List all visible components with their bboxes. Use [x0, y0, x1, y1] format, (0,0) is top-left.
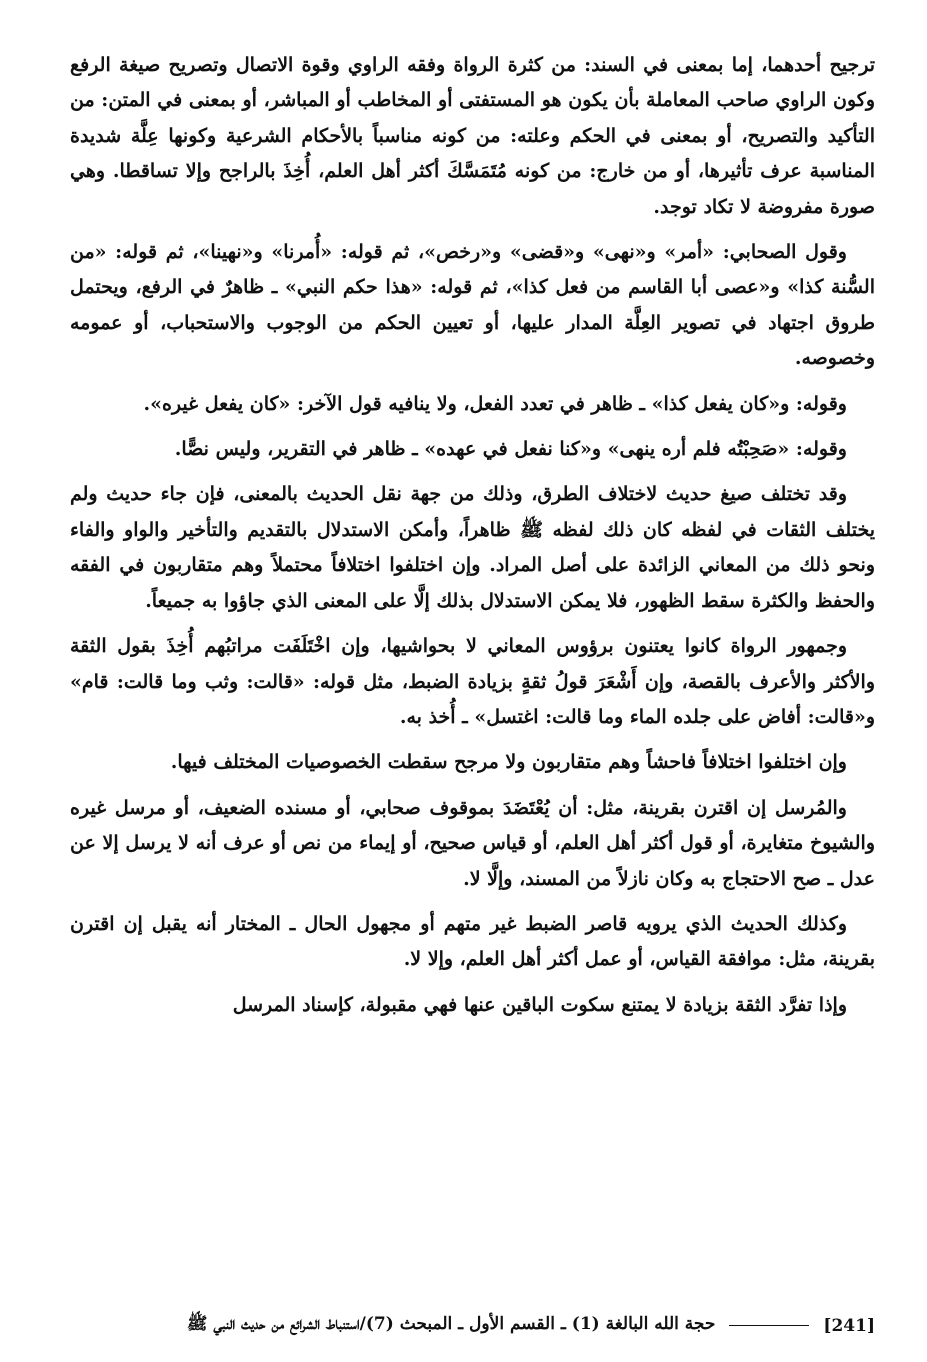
paragraph-tafarrud-thiqa: وإذا تفرَّد الثقة بزيادة لا يمتنع سكوت الباقين عنها فهي مقبولة، كإسناد المرسل: [232, 993, 847, 1016]
paragraph-mursal: والمُرسل إن اقترن بقرينة، مثل: أن يُعْتَضَدَ بموقوف صحابي، أو مسنده الضعيف، أو مرسل غيره والشيوخ متغايرة، أو قول أكثر أهل العلم، أو قياس صحيح، أو إيماء من نص أو عرف أنه لا يرسل إلا عن عدل ـ صح الاحتجاج به وكان نازلاً من المسند، وإلَّا لا.: [70, 796, 875, 890]
page-body: [70, 48, 875, 1348]
footer-rule: [729, 1325, 809, 1326]
paragraph-jumhur-ruwat: وجمهور الرواة كانوا يعتنون برؤوس المعاني لا بحواشيها، وإن اخْتَلَفَت مراتبُهم أُخِذَ بقول الثقة والأكثر والأعرف بالقصة، وإن أَشْعَرَ قولُ ثقةٍ بزيادة الضبط، مثل قوله: «قالت: وثب وما قالت: قام» و«قالت: أفاض على جلده الماء وما قالت: اغتسل» ـ أُخذ به.: [70, 635, 875, 728]
paragraph-sahibtuhu: وقوله: «صَحِبْتُه فلم أره ينهى» و«كنا نفعل في عهده» ـ ظاهر في التقرير، وليس نصًّا.: [174, 438, 847, 461]
page-footer: [70, 1313, 875, 1338]
paragraph-ikhtilaf-fahish: وإن اختلفوا اختلافاً فاحشاً وهم متقاربون ولا مرجح سقطت الخصوصيات المختلف فيها.: [170, 751, 847, 774]
running-title: حجة الله البالغة (1) ـ القسم الأول ـ المبحث (7)/استنباط الشرائع من حديث النبي ﷺ: [186, 1314, 716, 1334]
paragraph-qasir-dabt: وكذلك الحديث الذي يرويه قاصر الضبط غير متهم أو مجهول الحال ـ المختار أنه يقبل إن اقترن بقرينة، مثل: موافقة القياس، أو عمل أكثر أهل العلم، وإلا لا.: [70, 912, 875, 971]
paragraph-kana-yafal: وقوله: و«كان يفعل كذا» ـ ظاهر في تعدد الفعل، ولا ينافيه قول الآخر: «كان يفعل غيره».: [143, 392, 847, 415]
page-number: [241]: [823, 1315, 875, 1336]
paragraph-qawl-sahabi: وقول الصحابي: «أمر» و«نهى» و«قضى» و«رخص»، ثم قوله: «أُمرنا» و«نهينا»، ثم قوله: «من السُّنة كذا» و«عصى أبا القاسم من فعل كذا»، ثم قوله: «هذا حكم النبي» ـ ظاهرٌ في الرفع، ويحتمل طروق اجتهاد في تصوير العِلَّة المدار عليها، أو تعيين الحكم من الوجوب والاستحباب، أو عمومه وخصوصه.: [70, 241, 875, 370]
paragraph-ikhtilaf-siyagh: وقد تختلف صيغ حديث لاختلاف الطرق، وذلك من جهة نقل الحديث بالمعنى، فإن جاء حديث ولم يختلف الثقات في لفظه كان ذلك لفظه ﷺ ظاهراً، وأمكن الاستدلال بالتقديم والتأخير والواو والفاء ونحو ذلك من المعاني الزائدة على أصل المراد. وإن اختلفوا اختلافاً محتملاً وهم متقاربون في الفقه والحفظ والكثرة سقط الظهور، فلا يمكن الاستدلال بذلك إلَّا على المعنى الذي جاؤوا به جميعاً.: [70, 483, 875, 612]
paragraph-tarjih: ترجيح أحدهما، إما بمعنى في السند: من كثرة الرواة وفقه الراوي وقوة الاتصال وتصريح صيغة الرفع وكون الراوي صاحب المعاملة بأن يكون هو المستفتى أو المخاطب أو المباشر، أو بمعنى في المتن: من التأكيد والتصريح، أو بمعنى في الحكم وعلته: من كونه مناسباً بالأحكام الشرعية وكونها عِلَّة شديدة المناسبة عرف تأثيرها، أو من خارج: من كونه مُتَمَسَّكَ أكثر أهل العلم، أُخِذَ بالراجح وإلا تساقطا. وهي صورة مفروضة لا تكاد توجد.: [70, 54, 875, 218]
